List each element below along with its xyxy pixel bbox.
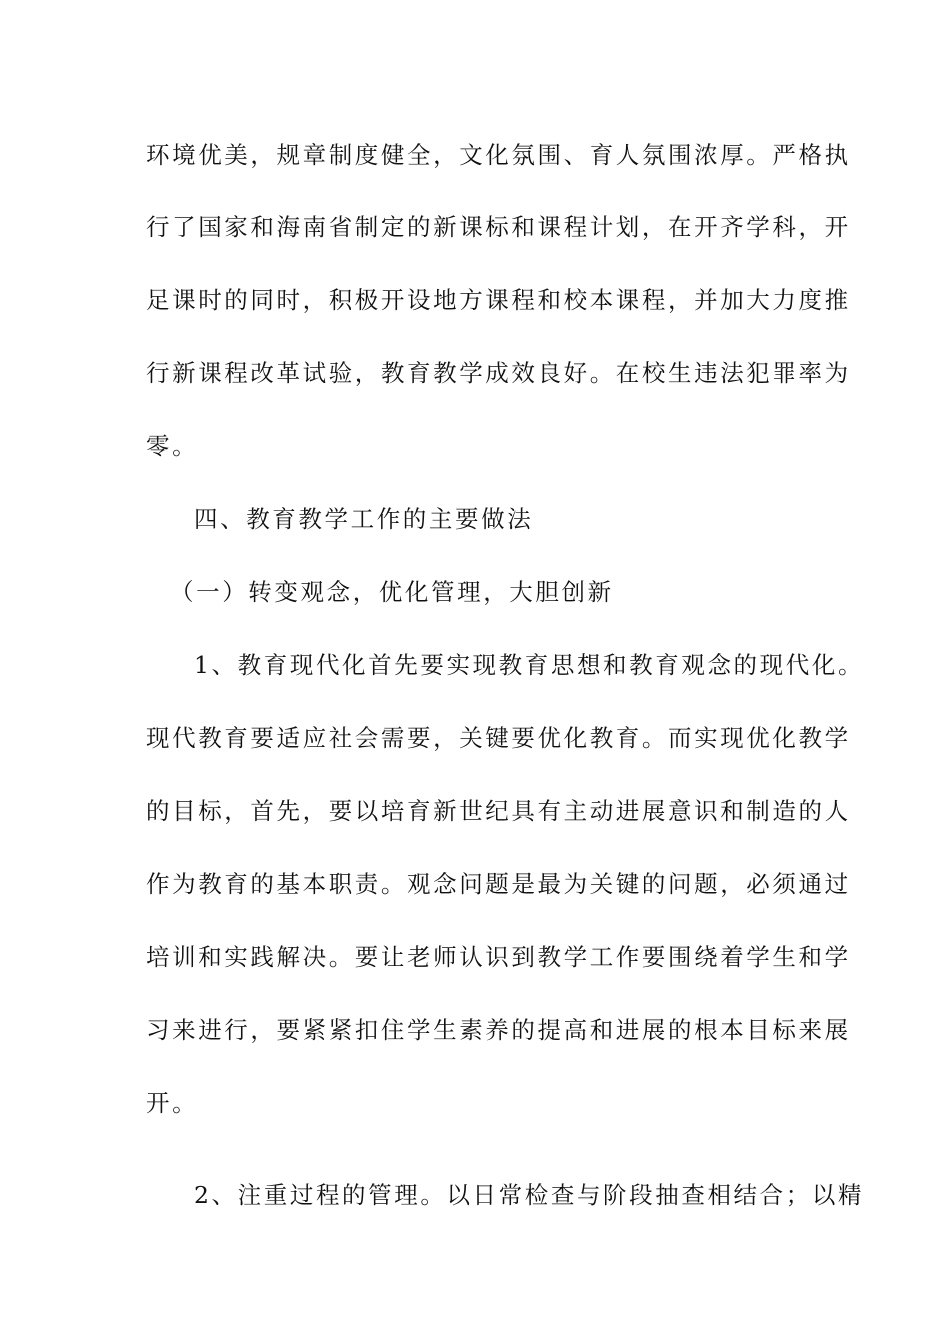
- paragraph-line: 行新课程改革试验，教育教学成效良好。在校生违法犯罪率为: [146, 359, 851, 387]
- paragraph-line: 1、教育现代化首先要实现教育思想和教育观念的现代化。: [194, 651, 865, 679]
- paragraph-line: 零。: [146, 432, 199, 460]
- paragraph-line: 开。: [146, 1089, 199, 1117]
- paragraph-line: 环境优美，规章制度健全，文化氛围、育人氛围浓厚。严格执: [146, 141, 851, 169]
- paragraph-line: 习来进行，要紧紧扣住学生素养的提高和进展的根本目标来展: [146, 1016, 851, 1044]
- paragraph-line: 培训和实践解决。要让老师认识到教学工作要围绕着学生和学: [146, 943, 851, 971]
- paragraph-line: 足课时的同时，积极开设地方课程和校本课程，并加大力度推: [146, 286, 851, 314]
- paragraph-line: 的目标，首先，要以培育新世纪具有主动进展意识和制造的人: [146, 797, 851, 825]
- paragraph-line: 作为教育的基本职责。观念问题是最为关键的问题，必须通过: [146, 870, 851, 898]
- paragraph-line: 2、注重过程的管理。以日常检查与阶段抽查相结合；以精: [194, 1181, 865, 1209]
- paragraph-line: 行了国家和海南省制定的新课标和课程计划，在开齐学科，开: [146, 213, 851, 241]
- paragraph-line: 现代教育要适应社会需要，关键要优化教育。而实现优化教学: [146, 724, 851, 752]
- subsection-heading: （一）转变观念，优化管理，大胆创新: [170, 578, 614, 606]
- section-heading: 四、教育教学工作的主要做法: [194, 505, 534, 533]
